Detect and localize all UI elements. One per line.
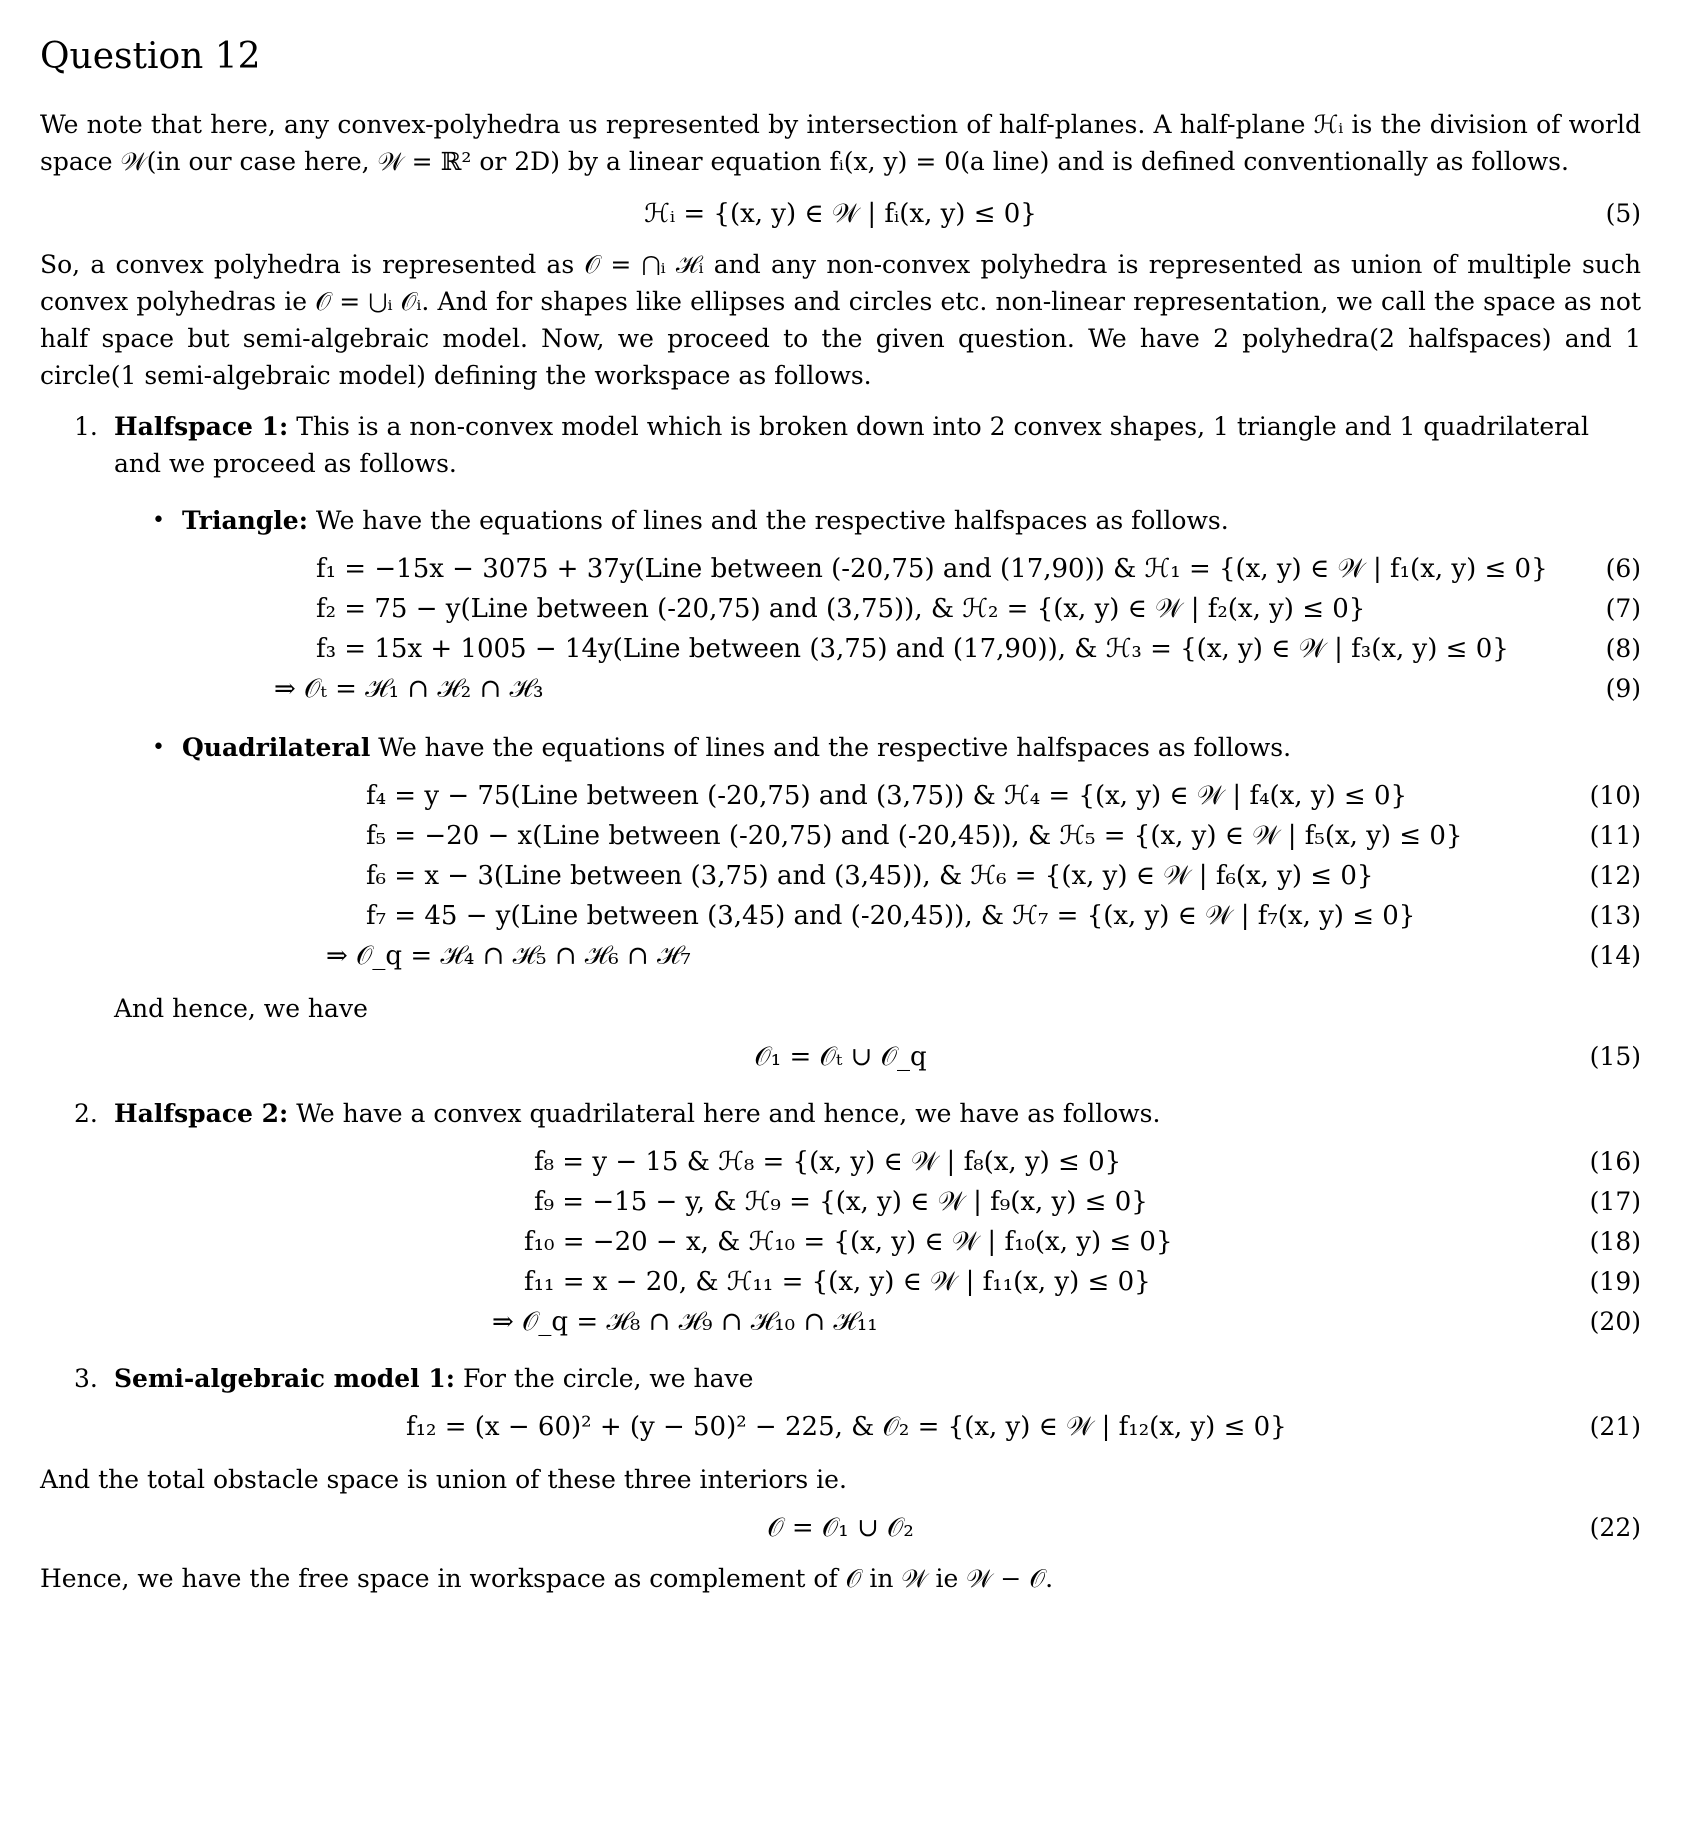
list-marker: 1.	[74, 412, 98, 441]
equation-text: ⇒ 𝒪_q = ℋ₈ ∩ ℋ₉ ∩ ℋ₁₀ ∩ ℋ₁₁	[492, 1307, 878, 1337]
equation-text: f₁₀ = −20 − x, & ℋ₁₀ = {(x, y) ∈ 𝒲 | f₁₀(x, y) ≤ 0}	[524, 1227, 1173, 1257]
question-title: Question 12	[40, 36, 261, 77]
list-marker: 3.	[74, 1364, 98, 1393]
equation-10	[40, 776, 1641, 816]
equation-text: ⇒ 𝒪ₜ = ℋ₁ ∩ ℋ₂ ∩ ℋ₃	[274, 674, 544, 704]
equation-22	[40, 1508, 1641, 1548]
convex-paragraph: So, a convex polyhedra is represented as 𝒪 = ⋂ᵢ ℋᵢ and any non-convex polyhedra is represented as union of multiple such convex polyhedras ie 𝒪 = ⋃ᵢ 𝒪ᵢ. And for shapes like ellipses and circles etc. non-linear representation, we call the space as not half space but semi-algebraic model. Now, we proceed to the given question. We have 2 polyhedra(2 halfspaces) and 1 circle(1 semi-algebraic model) defining the workspace as follows.	[40, 250, 1641, 390]
intro-paragraph: We note that here, any convex-polyhedra us represented by intersection of half-planes. A half-plane ℋᵢ is the division of world space 𝒲(in our case here, 𝒲 = ℝ² or 2D) by a linear equation fᵢ(x, y) = 0(a line) and is defined conventionally as follows.	[40, 110, 1641, 176]
equation-number: (17)	[1589, 1187, 1641, 1216]
equation-20	[40, 1302, 1641, 1342]
list-item-semi-algebraic	[40, 1360, 1641, 1397]
equation-15	[40, 1037, 1641, 1077]
equation-14	[40, 936, 1641, 976]
item-text: We have a convex quadrilateral here and hence, we have as follows.	[296, 1099, 1161, 1128]
item-text: This is a non-convex model which is broken down into 2 convex shapes, 1 triangle and 1 quadrilateral and we proceed as follows.	[114, 412, 1589, 478]
equation-text: f₁₂ = (x − 60)² + (y − 50)² − 225, & 𝒪₂ = {(x, y) ∈ 𝒲 | f₁₂(x, y) ≤ 0}	[406, 1412, 1287, 1442]
equation-13	[40, 896, 1641, 936]
equation-18	[40, 1222, 1641, 1262]
equation-number: (5)	[1605, 199, 1641, 228]
equation-number: (11)	[1589, 821, 1641, 850]
equation-21	[40, 1407, 1641, 1447]
halfspace-2-equations	[40, 1142, 1641, 1342]
equation-number: (8)	[1605, 634, 1641, 663]
item-text: For the circle, we have	[462, 1364, 754, 1393]
equation-text: f₁₁ = x − 20, & ℋ₁₁ = {(x, y) ∈ 𝒲 | f₁₁(x, y) ≤ 0}	[524, 1267, 1151, 1297]
equation-text: 𝒪₁ = 𝒪ₜ ∪ 𝒪_q	[754, 1042, 927, 1072]
equation-8	[40, 629, 1641, 669]
list-item-halfspace-2	[40, 1095, 1641, 1132]
bullet-triangle	[40, 502, 1641, 539]
equation-number: (22)	[1589, 1513, 1641, 1542]
equation-number: (9)	[1605, 674, 1641, 703]
list-item-halfspace-1	[40, 408, 1641, 482]
equation-number: (6)	[1605, 554, 1641, 583]
equation-11	[40, 816, 1641, 856]
item-heading: Halfspace 1:	[114, 412, 289, 441]
equation-text: f₅ = −20 − x(Line between (-20,75) and (-20,45)), & ℋ₅ = {(x, y) ∈ 𝒲 | f₅(x, y) ≤ 0}	[366, 821, 1463, 851]
equation-text: f₇ = 45 − y(Line between (3,45) and (-20,45)), & ℋ₇ = {(x, y) ∈ 𝒲 | f₇(x, y) ≤ 0}	[366, 901, 1416, 931]
equation-16	[40, 1142, 1641, 1182]
quadrilateral-equations	[40, 776, 1641, 976]
final-paragraph: Hence, we have the free space in workspace as complement of 𝒪 in 𝒲 ie 𝒲 − 𝒪.	[40, 1564, 1054, 1593]
equation-number: (16)	[1589, 1147, 1641, 1176]
equation-number: (20)	[1589, 1307, 1641, 1336]
equation-text: f₂ = 75 − y(Line between (-20,75) and (3,75)), & ℋ₂ = {(x, y) ∈ 𝒲 | f₂(x, y) ≤ 0}	[316, 594, 1366, 624]
bullet-icon: •	[152, 508, 165, 533]
equation-text: 𝒪 = 𝒪₁ ∪ 𝒪₂	[767, 1513, 914, 1543]
equation-number: (18)	[1589, 1227, 1641, 1256]
bullet-text: We have the equations of lines and the respective halfspaces as follows.	[378, 733, 1292, 762]
equation-text: ℋᵢ = {(x, y) ∈ 𝒲 | fᵢ(x, y) ≤ 0}	[644, 199, 1037, 229]
bullet-heading: Quadrilateral	[182, 733, 371, 762]
equation-text: f₁ = −15x − 3075 + 37y(Line between (-20,75) and (17,90)) & ℋ₁ = {(x, y) ∈ 𝒲 | f₁(x, y) ≤ 0}	[316, 554, 1548, 584]
bullet-quadrilateral	[40, 729, 1641, 766]
bullet-icon: •	[152, 735, 165, 760]
equation-text: f₉ = −15 − y, & ℋ₉ = {(x, y) ∈ 𝒲 | f₉(x, y) ≤ 0}	[534, 1187, 1148, 1217]
equation-7	[40, 589, 1641, 629]
equation-text: f₆ = x − 3(Line between (3,75) and (3,45)), & ℋ₆ = {(x, y) ∈ 𝒲 | f₆(x, y) ≤ 0}	[366, 861, 1374, 891]
total-paragraph: And the total obstacle space is union of these three interiors ie.	[40, 1465, 847, 1494]
equation-text: f₈ = y − 15 & ℋ₈ = {(x, y) ∈ 𝒲 | f₈(x, y) ≤ 0}	[534, 1147, 1122, 1177]
equation-number: (10)	[1589, 781, 1641, 810]
equation-19	[40, 1262, 1641, 1302]
equation-12	[40, 856, 1641, 896]
item-heading: Halfspace 2:	[114, 1099, 289, 1128]
equation-5	[40, 194, 1641, 234]
equation-9	[40, 669, 1641, 709]
hence-text: And hence, we have	[114, 994, 368, 1023]
equation-number: (12)	[1589, 861, 1641, 890]
list-marker: 2.	[74, 1099, 98, 1128]
item-heading: Semi-algebraic model 1:	[114, 1364, 455, 1393]
equation-number: (13)	[1589, 901, 1641, 930]
document-page	[40, 36, 1641, 1597]
equation-number: (19)	[1589, 1267, 1641, 1296]
equation-6	[40, 549, 1641, 589]
equation-number: (15)	[1589, 1042, 1641, 1071]
equation-text: f₃ = 15x + 1005 − 14y(Line between (3,75) and (17,90)), & ℋ₃ = {(x, y) ∈ 𝒲 | f₃(x, y) ≤ 0}	[316, 634, 1509, 664]
equation-number: (7)	[1605, 594, 1641, 623]
equation-17	[40, 1182, 1641, 1222]
bullet-text: We have the equations of lines and the respective halfspaces as follows.	[315, 506, 1229, 535]
equation-text: f₄ = y − 75(Line between (-20,75) and (3,75)) & ℋ₄ = {(x, y) ∈ 𝒲 | f₄(x, y) ≤ 0}	[366, 781, 1408, 811]
equation-text: ⇒ 𝒪_q = ℋ₄ ∩ ℋ₅ ∩ ℋ₆ ∩ ℋ₇	[326, 941, 691, 971]
bullet-heading: Triangle:	[182, 506, 308, 535]
equation-number: (14)	[1589, 941, 1641, 970]
triangle-equations	[40, 549, 1641, 709]
equation-number: (21)	[1589, 1412, 1641, 1441]
